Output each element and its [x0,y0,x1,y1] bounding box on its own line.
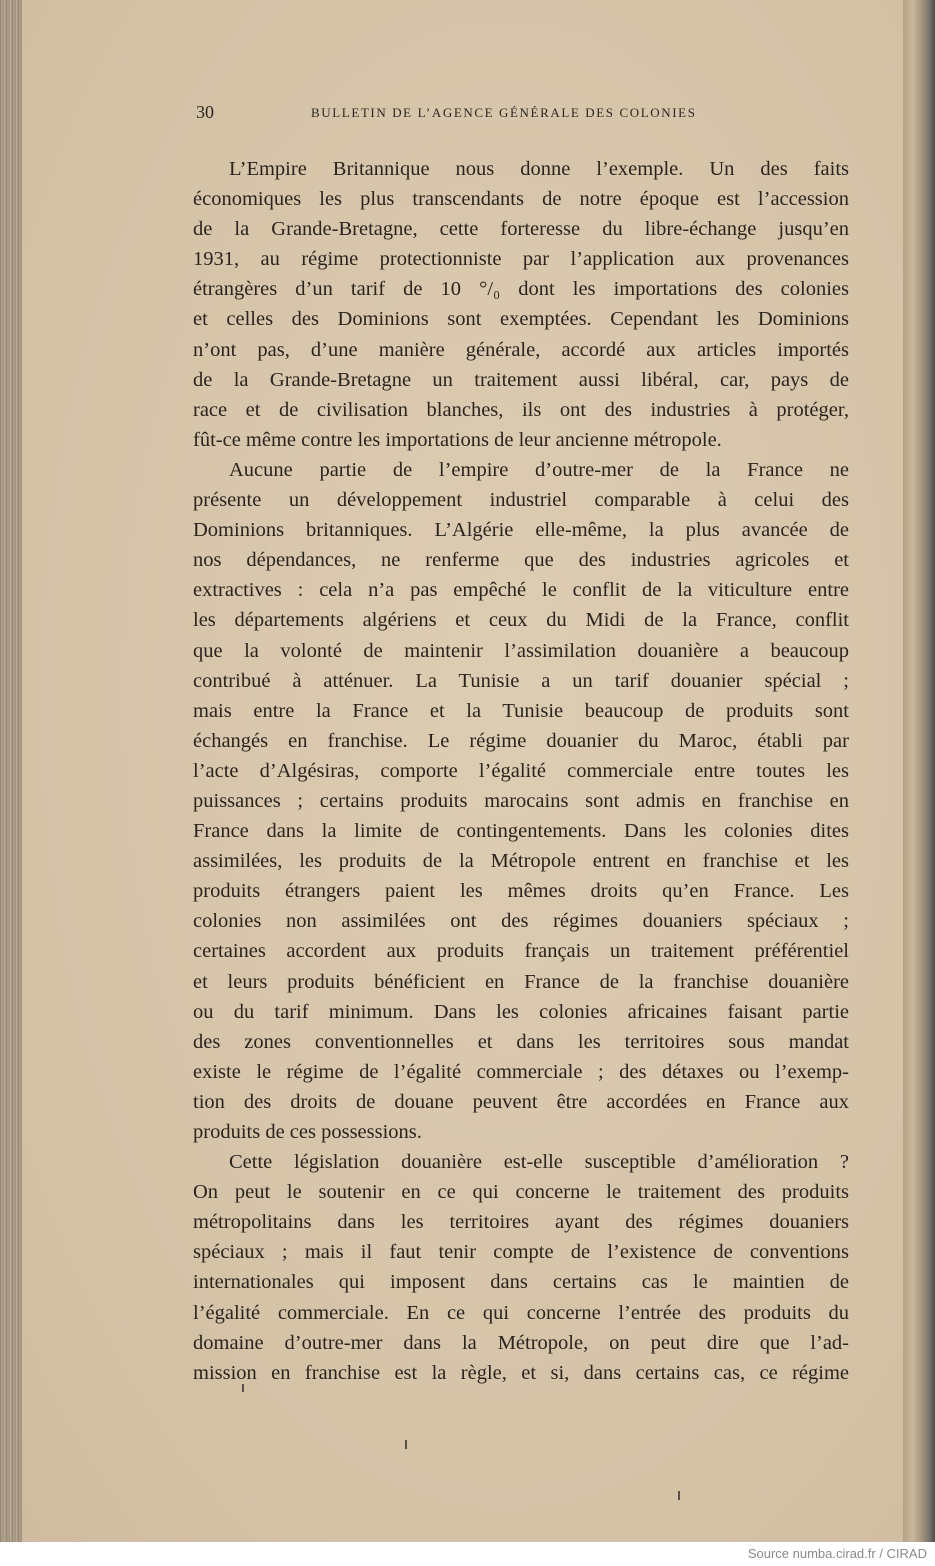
text-line: et celles des Dominions sont exemptées. Cependant les Dominions [193,308,849,331]
text-line: produits de ces possessions. [193,1121,422,1143]
text-line: extractives : cela n’a pas empêché le conflit de la viticulture entre [193,579,849,602]
text-line: échangés en franchise. Le régime douanier du Maroc, établi par [193,729,849,752]
text-line: économiques les plus transcendants de notre époque est l’accession [193,188,849,211]
text-line: l’égalité commerciale. En ce qui concerne l’entrée des produits du [193,1301,849,1324]
text-line: Dominions britanniques. L’Algérie elle-même, la plus avancée de [193,519,849,542]
text-line: fût-ce même contre les importations de leur ancienne métropole. [193,428,722,451]
text-line: internationales qui imposent dans certains cas le maintien de [193,1271,849,1294]
text-line: de la Grande-Bretagne, cette forteresse du libre-échange jusqu’en [193,218,849,241]
text-line: de la Grande-Bretagne un traitement aussi libéral, car, pays de [193,368,849,391]
text-line: nos dépendances, ne renferme que des industries agricoles et [193,549,849,572]
paragraph-1 [193,154,849,455]
text-line: certaines accordent aux produits français un traitement préférentiel [193,940,849,963]
page-number: 30 [196,102,214,122]
text-line: race et de civilisation blanches, ils ont des industries à protéger, [193,398,849,421]
text-line: 1931, au régime protectionniste par l’application aux provenances [193,248,849,271]
text-line: spéciaux ; mais il faut tenir compte de l’existence de conventions [193,1241,849,1264]
text-line: étrangères d’un tarif de 10 °/₀ dont les importations des colonies [193,278,849,301]
text-line: On peut le soutenir en ce qui concerne le traitement des produits [193,1181,849,1204]
body-text [193,154,849,1388]
paragraph-2 [193,455,849,1147]
book-right-edge [903,0,935,1542]
ink-speck [678,1491,680,1500]
text-line: Cette législation douanière est-elle susceptible d’amélioration ? [229,1151,849,1174]
ink-speck [242,1384,244,1392]
text-line: n’ont pas, d’une manière générale, accordé aux articles importés [193,338,849,361]
text-line: mission en franchise est la règle, et si, dans certains cas, ce régime [193,1361,849,1384]
text-line: ou du tarif minimum. Dans les colonies africaines faisant partie [193,1000,849,1023]
text-line: les départements algériens et ceux du Midi de la France, conflit [193,609,849,632]
source-caption: Source numba.cirad.fr / CIRAD [747,1546,927,1561]
text-line: produits étrangers paient les mêmes droits qu’en France. Les [193,880,849,903]
running-head: BULLETIN DE L’AGENCE GÉNÉRALE DES COLONIES [311,105,697,120]
text-line: métropolitains dans les territoires ayant des régimes douaniers [193,1211,849,1234]
text-line: contribué à atténuer. La Tunisie a un tarif douanier spécial ; [193,669,849,692]
paragraph-3 [193,1147,849,1388]
text-line: que la volonté de maintenir l’assimilation douanière a beaucoup [193,639,849,662]
text-line: existe le régime de l’égalité commerciale ; des détaxes ou l’exemp- [193,1060,849,1083]
text-line: puissances ; certains produits marocains sont admis en franchise en [193,789,849,812]
text-line: Aucune partie de l’empire d’outre-mer de la France ne [229,458,849,481]
text-line: domaine d’outre-mer dans la Métropole, on peut dire que l’ad- [193,1331,849,1354]
text-line: assimilées, les produits de la Métropole entrent en franchise et les [193,850,849,873]
text-line: colonies non assimilées ont des régimes douaniers spéciaux ; [193,910,849,933]
book-left-edge [0,0,22,1542]
ink-speck [405,1440,407,1449]
text-line: France dans la limite de contingentements. Dans les colonies dites [193,820,849,843]
text-line: présente un développement industriel comparable à celui des [193,489,849,512]
text-line: l’acte d’Algésiras, comporte l’égalité commerciale entre toutes les [193,759,849,782]
text-line: mais entre la France et la Tunisie beaucoup de produits sont [193,699,849,722]
text-line: des zones conventionnelles et dans les territoires sous mandat [193,1030,849,1053]
text-line: et leurs produits bénéficient en France de la franchise douanière [193,970,849,993]
page-header [196,100,856,124]
text-line: L’Empire Britannique nous donne l’exemple. Un des faits [229,158,849,180]
text-line: tion des droits de douane peuvent être accordées en France aux [193,1090,849,1113]
